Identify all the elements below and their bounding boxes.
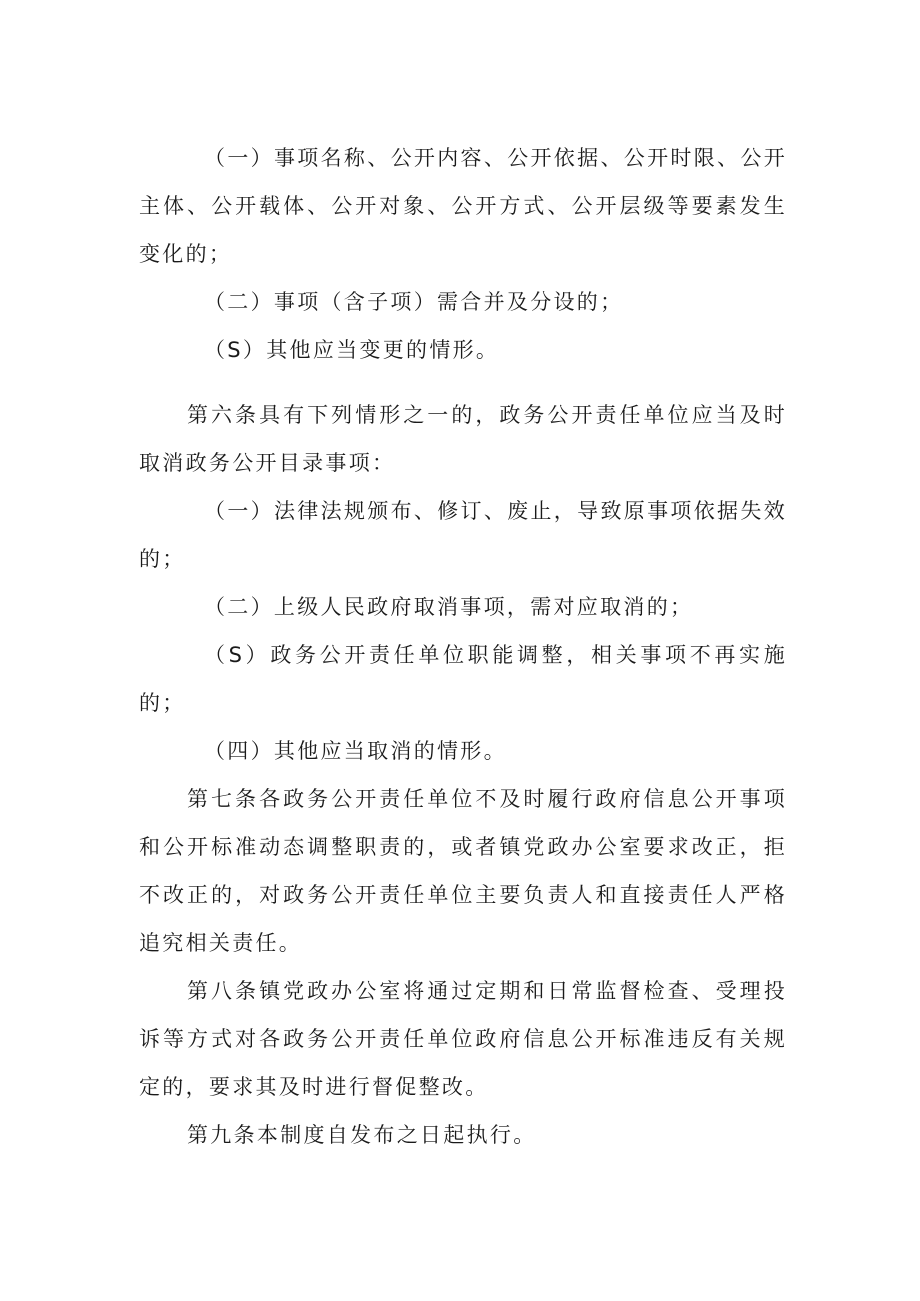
article-six: 第六条具有下列情形之一的，政务公开责任单位应当及时取消政务公开目录事项： bbox=[139, 403, 787, 475]
clause-item-law-change: （一）法律法规颁布、修订、废止，导致原事项依据失效的； bbox=[139, 499, 787, 571]
article-nine: 第九条本制度自发布之日起执行。 bbox=[187, 1123, 537, 1147]
article-seven: 第七条各政务公开责任单位不及时履行政府信息公开事项和公开标准动态调整职责的，或者镇党政办公室要求改正，拒不改正的，对政务公开责任单位主要负责人和直接责任人严格追究相关责任。 bbox=[139, 787, 787, 955]
clause-item-other-change: （S）其他应当变更的情形。 bbox=[204, 338, 500, 362]
clause-item-function-adjust: （S）政务公开责任单位职能调整，相关事项不再实施的； bbox=[139, 643, 787, 715]
clause-item-merge-split: （二）事项（含子项）需合并及分设的； bbox=[204, 290, 624, 314]
clause-item-superior-cancel: （二）上级人民政府取消事项，需对应取消的； bbox=[204, 595, 694, 619]
clause-item-change-elements: （一）事项名称、公开内容、公开依据、公开时限、公开主体、公开载体、公开对象、公开方式、公开层级等要素发生变化的； bbox=[139, 146, 787, 266]
clause-item-other-cancel: （四）其他应当取消的情形。 bbox=[204, 739, 507, 763]
article-eight: 第八条镇党政办公室将通过定期和日常监督检查、受理投诉等方式对各政务公开责任单位政府信息公开标准违反有关规定的，要求其及时进行督促整改。 bbox=[139, 979, 787, 1099]
document-body bbox=[139, 134, 787, 1159]
